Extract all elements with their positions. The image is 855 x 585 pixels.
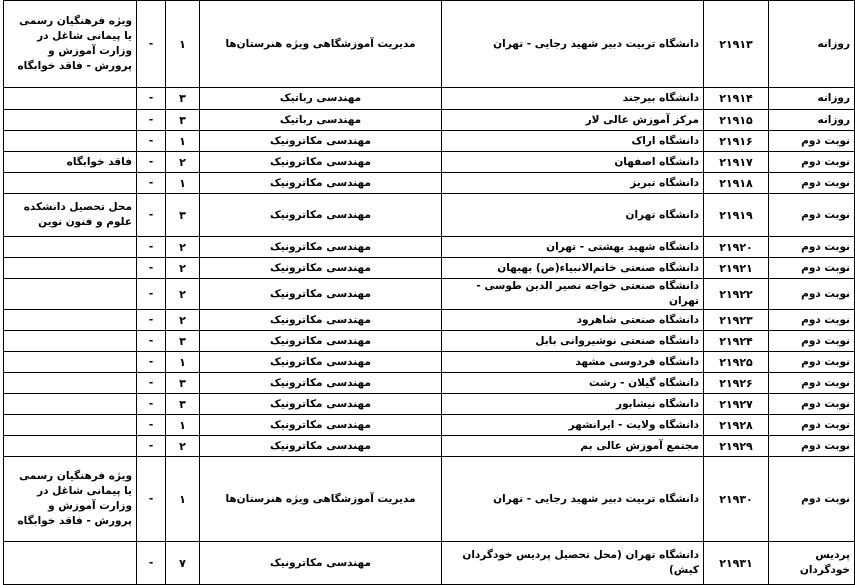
- row-shift: نوبت دوم: [769, 331, 855, 352]
- table-row: [4, 279, 855, 310]
- row-field: مهندسی رباتیک: [200, 88, 442, 110]
- table-row: [4, 194, 855, 237]
- row-capacity: ۲: [166, 258, 200, 279]
- admissions-table-body: [4, 1, 855, 585]
- row-gender: -: [137, 542, 166, 585]
- table-row: [4, 131, 855, 152]
- row-field: مهندسی مکاترونیک: [200, 542, 442, 585]
- row-shift: پردیس خودگردان: [769, 542, 855, 585]
- row-shift: نوبت دوم: [769, 310, 855, 331]
- table-row: [4, 542, 855, 585]
- row-notes: [4, 131, 137, 152]
- row-gender: -: [137, 457, 166, 542]
- row-field: مهندسی مکاترونیک: [200, 415, 442, 436]
- row-notes: [4, 542, 137, 585]
- row-notes: ویژه فرهنگیان رسمی یا پیمانی شاغل در وزارت آموزش و پرورش - فاقد خوابگاه: [4, 1, 137, 88]
- row-capacity: ۳: [166, 373, 200, 394]
- row-shift: نوبت دوم: [769, 152, 855, 173]
- row-gender: -: [137, 415, 166, 436]
- row-notes: [4, 352, 137, 373]
- row-code: ۲۱۹۲۶: [704, 373, 769, 394]
- row-university: دانشگاه گیلان - رشت: [442, 373, 704, 394]
- row-notes: [4, 310, 137, 331]
- row-code: ۲۱۹۲۴: [704, 331, 769, 352]
- row-university: دانشگاه شهید بهشتی - تهران: [442, 237, 704, 258]
- row-notes: [4, 258, 137, 279]
- row-notes: [4, 394, 137, 415]
- row-gender: -: [137, 152, 166, 173]
- row-shift: نوبت دوم: [769, 279, 855, 310]
- row-capacity: ۱: [166, 173, 200, 194]
- row-gender: -: [137, 131, 166, 152]
- row-capacity: ۱: [166, 131, 200, 152]
- row-code: ۲۱۹۱۳: [704, 1, 769, 88]
- row-shift: نوبت دوم: [769, 131, 855, 152]
- row-shift: نوبت دوم: [769, 436, 855, 457]
- row-code: ۲۱۹۳۱: [704, 542, 769, 585]
- table-row: [4, 88, 855, 110]
- row-field: مهندسی مکاترونیک: [200, 173, 442, 194]
- row-university: دانشگاه اصفهان: [442, 152, 704, 173]
- row-shift: نوبت دوم: [769, 173, 855, 194]
- row-field: مهندسی مکاترونیک: [200, 279, 442, 310]
- row-code: ۲۱۹۲۹: [704, 436, 769, 457]
- row-capacity: ۲: [166, 279, 200, 310]
- row-university: مجتمع آموزش عالی بم: [442, 436, 704, 457]
- row-gender: -: [137, 237, 166, 258]
- table-row: [4, 1, 855, 88]
- row-capacity: ۱: [166, 457, 200, 542]
- row-field: مهندسی مکاترونیک: [200, 331, 442, 352]
- row-code: ۲۱۹۱۹: [704, 194, 769, 237]
- table-row: [4, 457, 855, 542]
- row-notes: [4, 436, 137, 457]
- row-notes: [4, 373, 137, 394]
- row-shift: روزانه: [769, 88, 855, 110]
- table-row: [4, 152, 855, 173]
- row-field: مهندسی مکاترونیک: [200, 194, 442, 237]
- row-capacity: ۱: [166, 415, 200, 436]
- row-university: دانشگاه تربیت دبیر شهید رجایی - تهران: [442, 1, 704, 88]
- row-shift: نوبت دوم: [769, 415, 855, 436]
- row-university: دانشگاه صنعتی شاهرود: [442, 310, 704, 331]
- row-university: دانشگاه صنعتی نوشیروانی بابل: [442, 331, 704, 352]
- row-university: دانشگاه بیرجند: [442, 88, 704, 110]
- row-gender: -: [137, 331, 166, 352]
- row-notes: [4, 331, 137, 352]
- row-field: مهندسی مکاترونیک: [200, 310, 442, 331]
- row-capacity: ۲: [166, 237, 200, 258]
- table-row: [4, 415, 855, 436]
- row-university: دانشگاه فردوسی مشهد: [442, 352, 704, 373]
- table-row: [4, 110, 855, 131]
- row-shift: نوبت دوم: [769, 258, 855, 279]
- row-field: مهندسی رباتیک: [200, 110, 442, 131]
- row-gender: -: [137, 279, 166, 310]
- row-capacity: ۱: [166, 352, 200, 373]
- row-capacity: ۳: [166, 394, 200, 415]
- row-notes: [4, 415, 137, 436]
- table-row: [4, 173, 855, 194]
- row-code: ۲۱۹۲۷: [704, 394, 769, 415]
- row-field: مهندسی مکاترونیک: [200, 258, 442, 279]
- table-row: [4, 237, 855, 258]
- row-field: مهندسی مکاترونیک: [200, 394, 442, 415]
- admissions-table-container: [3, 0, 850, 585]
- row-capacity: ۳: [166, 110, 200, 131]
- row-field: مهندسی مکاترونیک: [200, 352, 442, 373]
- row-gender: -: [137, 88, 166, 110]
- row-gender: -: [137, 1, 166, 88]
- row-notes: [4, 237, 137, 258]
- row-university: دانشگاه اراک: [442, 131, 704, 152]
- row-code: ۲۱۹۲۲: [704, 279, 769, 310]
- table-row: [4, 373, 855, 394]
- row-notes: ویژه فرهنگیان رسمی یا پیمانی شاغل در وزارت آموزش و پرورش - فاقد خوابگاه: [4, 457, 137, 542]
- admissions-table: [3, 0, 855, 585]
- row-notes: فاقد خوابگاه: [4, 152, 137, 173]
- row-code: ۲۱۹۲۱: [704, 258, 769, 279]
- row-capacity: ۲: [166, 436, 200, 457]
- row-gender: -: [137, 110, 166, 131]
- row-code: ۲۱۹۱۷: [704, 152, 769, 173]
- row-notes: [4, 173, 137, 194]
- row-code: ۲۱۹۱۸: [704, 173, 769, 194]
- row-field: مهندسی مکاترونیک: [200, 152, 442, 173]
- row-university: دانشگاه ولایت - ایرانشهر: [442, 415, 704, 436]
- row-code: ۲۱۹۳۰: [704, 457, 769, 542]
- row-shift: نوبت دوم: [769, 237, 855, 258]
- table-row: [4, 436, 855, 457]
- row-capacity: ۳: [166, 194, 200, 237]
- row-notes: [4, 110, 137, 131]
- row-capacity: ۳: [166, 88, 200, 110]
- row-capacity: ۷: [166, 542, 200, 585]
- table-row: [4, 310, 855, 331]
- row-code: ۲۱۹۲۸: [704, 415, 769, 436]
- row-shift: نوبت دوم: [769, 352, 855, 373]
- row-code: ۲۱۹۲۳: [704, 310, 769, 331]
- row-gender: -: [137, 173, 166, 194]
- row-university: دانشگاه نیشابور: [442, 394, 704, 415]
- row-shift: روزانه: [769, 110, 855, 131]
- row-gender: -: [137, 394, 166, 415]
- table-row: [4, 394, 855, 415]
- row-field: مهندسی مکاترونیک: [200, 436, 442, 457]
- row-university: دانشگاه تربیت دبیر شهید رجایی - تهران: [442, 457, 704, 542]
- row-capacity: ۲: [166, 310, 200, 331]
- row-code: ۲۱۹۱۴: [704, 88, 769, 110]
- row-capacity: ۱: [166, 1, 200, 88]
- row-shift: نوبت دوم: [769, 394, 855, 415]
- row-notes: [4, 279, 137, 310]
- row-gender: -: [137, 373, 166, 394]
- table-row: [4, 331, 855, 352]
- row-field: مهندسی مکاترونیک: [200, 131, 442, 152]
- row-field: مدیریت آموزشگاهی ویژه هنرستان‌ها: [200, 457, 442, 542]
- row-shift: نوبت دوم: [769, 373, 855, 394]
- row-shift: نوبت دوم: [769, 457, 855, 542]
- row-gender: -: [137, 310, 166, 331]
- row-university: دانشگاه تهران: [442, 194, 704, 237]
- row-gender: -: [137, 352, 166, 373]
- row-notes: [4, 88, 137, 110]
- row-shift: روزانه: [769, 1, 855, 88]
- table-row: [4, 352, 855, 373]
- row-capacity: ۳: [166, 331, 200, 352]
- row-code: ۲۱۹۲۵: [704, 352, 769, 373]
- row-gender: -: [137, 258, 166, 279]
- row-code: ۲۱۹۲۰: [704, 237, 769, 258]
- row-university: دانشگاه صنعتی خواجه نصیر الدین طوسی - تهران: [442, 279, 704, 310]
- row-field: مهندسی مکاترونیک: [200, 373, 442, 394]
- row-shift: نوبت دوم: [769, 194, 855, 237]
- row-gender: -: [137, 436, 166, 457]
- row-university: دانشگاه تهران (محل تحصیل پردیس خودگردان کیش): [442, 542, 704, 585]
- row-capacity: ۲: [166, 152, 200, 173]
- row-notes: محل تحصیل دانشکده علوم و فنون نوین: [4, 194, 137, 237]
- row-code: ۲۱۹۱۵: [704, 110, 769, 131]
- row-gender: -: [137, 194, 166, 237]
- row-code: ۲۱۹۱۶: [704, 131, 769, 152]
- row-university: مرکز آموزش عالی لار: [442, 110, 704, 131]
- row-university: دانشگاه تبریز: [442, 173, 704, 194]
- row-university: دانشگاه صنعتی خاتم‌الانبیاء(ص) بهبهان: [442, 258, 704, 279]
- row-field: مدیریت آموزشگاهی ویژه هنرستان‌ها: [200, 1, 442, 88]
- row-field: مهندسی مکاترونیک: [200, 237, 442, 258]
- table-row: [4, 258, 855, 279]
